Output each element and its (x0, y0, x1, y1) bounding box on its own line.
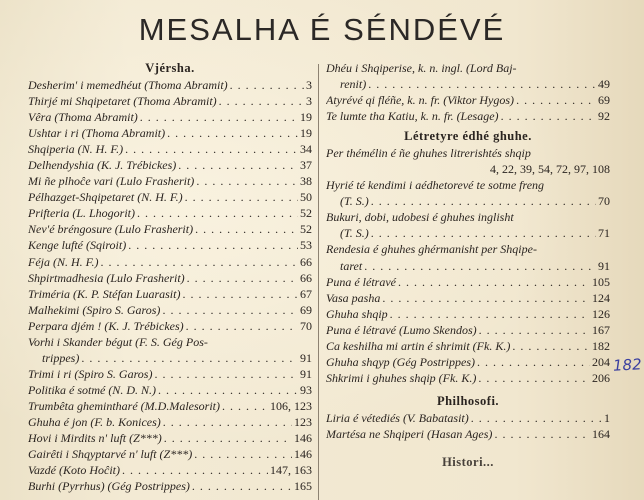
toc-entry-title: Per thémélin é ñe ghuhes litrerishtés shqip (326, 146, 531, 161)
toc-entry-page: 66 (300, 270, 312, 285)
toc-entry (326, 209, 610, 241)
toc-entry-page: 38 (300, 174, 312, 189)
toc-entry (326, 426, 610, 442)
toc-entry-page: 146 (294, 431, 312, 446)
toc-entry-page: 3 (306, 94, 312, 109)
toc-entry (326, 354, 610, 370)
dot-leader (163, 414, 292, 430)
toc-list-vjersha (28, 77, 312, 494)
toc-entry (28, 125, 312, 141)
dot-leader (371, 193, 596, 209)
toc-entry-page: 3 (306, 78, 312, 92)
toc-entry-title: Burhi (Pyrrhus) (Gég Postrippes) (28, 479, 190, 494)
toc-entry-page: 123 (294, 414, 312, 429)
toc-entry-title: Trumbêta ghemintharé (M.D.Malesorit) (28, 398, 220, 413)
toc-entry (28, 221, 312, 237)
toc-entry (28, 414, 312, 430)
toc-entry (28, 478, 312, 494)
toc-entry-title: Desherim' i memedhéut (Thoma Abramit) (28, 78, 228, 92)
toc-entry-page: 50 (300, 190, 312, 205)
dot-leader (178, 157, 298, 173)
toc-entry-title: Nev'é bréngosure (Lulo Frasherit) (28, 222, 194, 237)
dot-leader (194, 446, 292, 462)
toc-entry-title: Gairêti i Shqyptarvé n' luft (Z***) (28, 447, 193, 462)
toc-entry-page: 92 (598, 109, 610, 124)
toc-entry (326, 177, 610, 209)
toc-entry (28, 318, 312, 334)
toc-entry-page: 4, 22, 39, 54, 72, 97, 108 (490, 162, 610, 177)
dot-leader (164, 430, 292, 446)
toc-entry-title: (T. S.) (340, 226, 369, 241)
toc-entry-title: Kenge lufté (Sqiroit) (28, 238, 127, 253)
toc-entry (28, 270, 312, 286)
toc-entry-title: Ushtar i ri (Thoma Abramit) (28, 126, 166, 141)
toc-entry (28, 462, 312, 478)
toc-entry-title: Ghuha é jon (F. b. Konices) (28, 414, 161, 429)
toc-entry-page: 124 (592, 290, 610, 305)
toc-entry-title: Te lumte tha Katiu, k. n. fr. (Lesage) (326, 109, 499, 124)
toc-entry (28, 334, 312, 366)
dot-leader (187, 270, 298, 286)
toc-entry-page: 69 (598, 93, 610, 108)
toc-entry (28, 93, 312, 109)
toc-list-philhosofi (326, 410, 610, 442)
dot-leader (100, 254, 298, 270)
toc-entry-page: 70 (300, 318, 312, 333)
toc-entry-page: 34 (300, 142, 312, 157)
dot-leader (382, 290, 590, 306)
toc-entry (28, 77, 312, 93)
toc-entry (28, 430, 312, 446)
toc-list-translations (326, 60, 610, 124)
toc-entry-page: 204 (592, 354, 610, 369)
toc-entry-title: Dhéu i Shqiperise, k. n. ingl. (Lord Baj- (326, 61, 517, 75)
toc-entry-title: Rendesia é ghuhes ghérmanisht per Shqipe- (326, 242, 537, 257)
toc-entry-title: Ghuha shqip (326, 306, 388, 321)
toc-entry (326, 322, 610, 338)
toc-entry-title: taret (340, 258, 363, 273)
column-divider (318, 64, 319, 500)
toc-entry-title: Ghuha shqyp (Gég Postrippes) (326, 354, 475, 369)
dot-leader (195, 221, 298, 237)
dot-leader (182, 286, 298, 302)
toc-entry (28, 141, 312, 157)
toc-entry-title: Atyrévé qi fléñe, k. n. fr. (Viktor Hygos) (326, 93, 515, 108)
toc-entry-page: 105 (592, 274, 610, 289)
toc-entry (326, 338, 610, 354)
dot-leader (140, 109, 298, 125)
toc-entry (28, 237, 312, 253)
toc-entry-title: Triméria (K. P. Stéfan Luarasit) (28, 286, 181, 301)
toc-entry-page: 52 (300, 222, 312, 237)
toc-entry-title: Hyrié té kendimi i aédhetorevé te sotme freng (326, 178, 545, 193)
dot-leader (122, 462, 268, 478)
toc-entry (28, 157, 312, 173)
toc-entry (28, 109, 312, 125)
dot-leader (512, 338, 590, 354)
toc-entry (28, 189, 312, 205)
toc-entry-title: Vasa pasha (326, 290, 381, 305)
toc-entry-page: 53 (300, 238, 312, 253)
toc-entry (28, 254, 312, 270)
dot-leader (479, 322, 590, 338)
left-column (28, 60, 312, 494)
dot-leader (390, 306, 590, 322)
dot-leader (128, 237, 298, 253)
toc-entry-title: Shkrimi i ghuhes shqip (Fk. K.) (326, 370, 477, 385)
dot-leader (137, 205, 298, 221)
section-heading-philhosofi: Philhosofi. (436, 393, 500, 408)
toc-entry (326, 370, 610, 386)
toc-entry (28, 382, 312, 398)
dot-leader (219, 93, 304, 109)
toc-entry-page: 146 (294, 447, 312, 462)
section-heading-letretyre: Létretyre édhé ghuhe. (404, 129, 532, 144)
toc-entry (326, 241, 610, 273)
toc-entry (326, 60, 610, 92)
toc-entry-page: 182 (592, 338, 610, 353)
toc-entry-page: 71 (598, 226, 610, 241)
dot-leader (501, 108, 596, 124)
toc-entry-title: Thirjé mi Shqipetaret (Thoma Abramit) (28, 94, 217, 109)
toc-entry (326, 145, 610, 161)
toc-entry-title: Puna é létravé (Lumo Skendos) (326, 322, 477, 337)
dot-leader (167, 125, 298, 141)
toc-entry-title: Hovi i Mirdits n' luft (Z***) (28, 431, 162, 446)
dot-leader (222, 398, 268, 414)
dot-leader (125, 141, 298, 157)
toc-entry-title: Vorhi i Skander bégut (F. S. Gég Pos- (28, 334, 208, 349)
toc-entry-page: 164 (592, 426, 610, 441)
toc-entry (326, 108, 610, 124)
toc-entry-page: 206 (592, 370, 610, 385)
toc-entry-title: Perpara djém ! (K. J. Trébickes) (28, 318, 184, 333)
toc-entry-title: Ca keshilha mi artin é shrimit (Fk. K.) (326, 338, 511, 353)
dot-leader (158, 382, 298, 398)
toc-entry-page: 37 (300, 158, 312, 173)
right-column (326, 60, 610, 471)
dot-leader (81, 350, 298, 366)
toc-entry (28, 173, 312, 189)
toc-entry (326, 274, 610, 290)
dot-leader (516, 92, 596, 108)
toc-entry-page: 67 (300, 286, 312, 301)
toc-entry-title: Delhendyshia (K. J. Trébickes) (28, 158, 177, 173)
toc-entry-page: 91 (598, 258, 610, 273)
toc-entry-page: 70 (598, 194, 610, 209)
toc-entry-page: 1 (604, 410, 610, 425)
toc-entry-page: 69 (300, 302, 312, 317)
toc-entry-title: Prifteria (L. Lhogorit) (28, 206, 136, 221)
dot-leader (192, 478, 292, 494)
dot-leader (478, 370, 590, 386)
toc-entry (28, 398, 312, 414)
toc-entry-page: 93 (300, 382, 312, 397)
toc-entry-page: 126 (592, 306, 610, 321)
toc-entry-page: 49 (598, 77, 610, 92)
dot-leader (494, 426, 590, 442)
dot-leader (398, 274, 590, 290)
toc-entry-title: Shpirtmadhesia (Lulo Frasherit) (28, 270, 185, 285)
toc-list-letretyre (326, 145, 610, 386)
toc-entry-title: Vazdé (Koto Hoĉit) (28, 463, 120, 478)
toc-entry (326, 161, 610, 177)
toc-entry-page: 19 (300, 110, 312, 125)
toc-entry-title: trippes) (42, 350, 80, 365)
toc-entry-page: 106, 123 (270, 398, 312, 413)
toc-entry (326, 290, 610, 306)
dot-leader (364, 258, 596, 274)
toc-entry-page: 147, 163 (270, 463, 312, 478)
toc-entry (28, 446, 312, 462)
toc-entry-title: Pélhazget-Shqipetaret (N. H. F.) (28, 190, 183, 205)
dot-leader (185, 189, 298, 205)
toc-entry-title: Shqiperia (N. H. F.) (28, 142, 124, 157)
toc-entry-title: renit) (340, 77, 367, 92)
dot-leader (471, 410, 602, 426)
handwritten-note: 182 (612, 355, 643, 375)
toc-entry-title: (T. S.) (340, 194, 369, 209)
toc-entry-page: 91 (300, 350, 312, 365)
dot-leader (196, 173, 298, 189)
toc-entry-title: Mi ñe plhoĉe vari (Lulo Frasherit) (28, 174, 195, 189)
toc-entry-page: 167 (592, 322, 610, 337)
toc-entry (326, 306, 610, 322)
toc-entry (28, 366, 312, 382)
toc-entry-page: 19 (300, 126, 312, 141)
toc-entry-title: Vêra (Thoma Abramit) (28, 110, 138, 125)
section-heading-vjersha: Vjérsha. (145, 61, 195, 75)
toc-entry-page: 91 (300, 366, 312, 381)
toc-entry-title: Martésa ne Shqiperi (Hasan Ages) (326, 426, 493, 441)
dot-leader (371, 225, 596, 241)
dot-leader (230, 77, 304, 93)
toc-entry-title: Politika é sotmé (N. D. N.) (28, 382, 156, 397)
toc-entry-title: Bukuri, dobi, udobesi é ghuhes inglisht (326, 210, 514, 225)
toc-entry (28, 205, 312, 221)
toc-entry-title: Féja (N. H. F.) (28, 254, 99, 269)
dot-leader (154, 366, 298, 382)
toc-entry-title: Liria é vétediés (V. Babatasit) (326, 410, 469, 425)
toc-entry (28, 302, 312, 318)
toc-entry (326, 92, 610, 108)
toc-entry-title: Trimi i ri (Spiro S. Garos) (28, 366, 153, 381)
dot-leader (477, 354, 590, 370)
toc-entry-title: Malhekimi (Spiro S. Garos) (28, 302, 161, 317)
toc-entry-page: 52 (300, 206, 312, 221)
page-title: MESALHA É SÉNDÉVÉ (138, 12, 506, 47)
dot-leader (186, 318, 298, 334)
toc-entry-page: 66 (300, 254, 312, 269)
dot-leader (162, 302, 298, 318)
toc-entry (28, 286, 312, 302)
section-heading-next: Histori... (442, 454, 494, 469)
dot-leader (368, 76, 596, 92)
toc-entry-page: 165 (294, 479, 312, 494)
toc-entry (326, 410, 610, 426)
toc-entry-title: Puna é létravé (326, 274, 396, 289)
